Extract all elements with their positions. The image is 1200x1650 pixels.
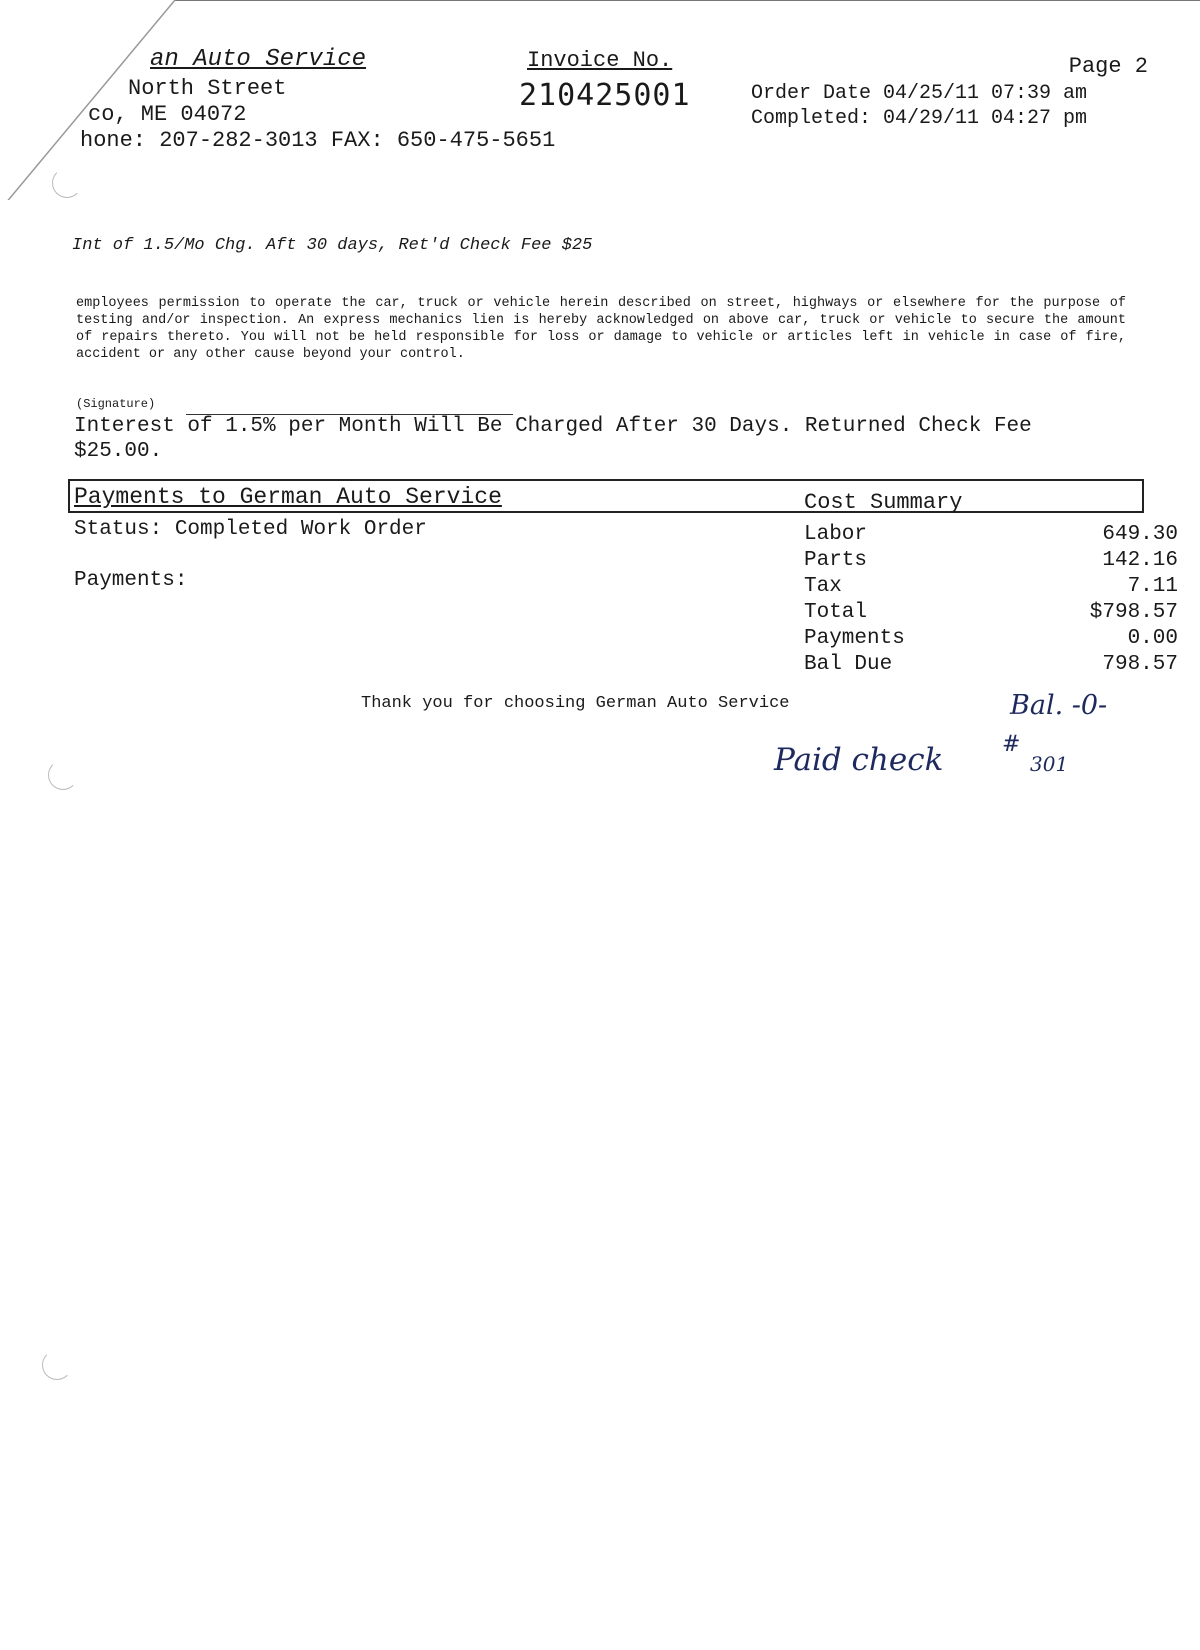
permission-clause: employees permission to operate the car, truck or vehicle herein described on street, highways or elsewhere for the purpose of testing and/or inspection. An express mechanics lien is hereby acknowledged on above car, truck or vehicle to secure the amount of repairs thereto. You will not be held responsible for loss or damage to vehicle or articles left in vehicle in case of fire, accident or any other cause beyond your control. <box>76 296 1126 362</box>
invoice-label: Invoice No. <box>527 48 673 73</box>
top-edge-rule <box>175 0 1200 1</box>
company-name: an Auto Service <box>150 46 367 73</box>
cost-label: Tax <box>804 575 842 598</box>
page-number: Page 2 <box>1068 54 1148 79</box>
cost-row-tax <box>804 575 1178 598</box>
completed-date: Completed: 04/29/11 04:27 pm <box>751 107 1088 130</box>
cost-value: 0.00 <box>1127 627 1178 650</box>
order-date: Order Date 04/25/11 07:39 am <box>751 82 1088 105</box>
address-line-2: co, ME 04072 <box>88 102 247 127</box>
handwritten-check-number: 301 <box>1030 752 1069 776</box>
cost-label: Payments <box>804 627 905 650</box>
handwritten-balance-note: Bal. -0- <box>1010 690 1108 721</box>
interest-notice: Interest of 1.5% per Month Will Be Charged After 30 Days. Returned Check Fee $25.00. <box>74 415 1032 463</box>
cost-row-total <box>804 601 1178 624</box>
cost-summary-title: Cost Summary <box>804 490 963 515</box>
punch-hole-mark <box>52 168 82 198</box>
signature-label: (Signature) <box>76 397 156 411</box>
invoice-number: 210425001 <box>519 78 691 113</box>
work-order-status: Status: Completed Work Order <box>74 518 427 541</box>
phone-fax-line: hone: 207-282-3013 FAX: 650-475-5651 <box>80 128 556 153</box>
cost-value: 649.30 <box>1102 523 1178 546</box>
cost-label: Total <box>804 601 868 624</box>
cost-label: Labor <box>804 523 868 546</box>
punch-hole-mark <box>42 1350 72 1380</box>
payments-title: Payments to German Auto Service <box>74 484 502 510</box>
cost-label: Bal Due <box>804 653 893 676</box>
thank-you-message: Thank you for choosing German Auto Service <box>361 694 790 713</box>
address-line-1: North Street <box>128 76 287 101</box>
interest-terms-short: Int of 1.5/Mo Chg. Aft 30 days, Ret'd Check Fee $25 <box>72 236 593 255</box>
cost-row-payments <box>804 627 1178 650</box>
cost-value: 142.16 <box>1102 549 1178 572</box>
cost-value: $798.57 <box>1089 601 1178 624</box>
cost-row-balance-due <box>804 653 1178 676</box>
cost-row-parts <box>804 549 1178 572</box>
handwritten-paid-note: Paid check <box>774 742 944 778</box>
punch-hole-mark <box>48 760 78 790</box>
cost-label: Parts <box>804 549 868 572</box>
handwritten-hash: # <box>1002 732 1021 757</box>
payments-label: Payments: <box>74 569 188 592</box>
cost-value: 798.57 <box>1102 653 1178 676</box>
cost-value: 7.11 <box>1127 575 1178 598</box>
cost-row-labor <box>804 523 1178 546</box>
